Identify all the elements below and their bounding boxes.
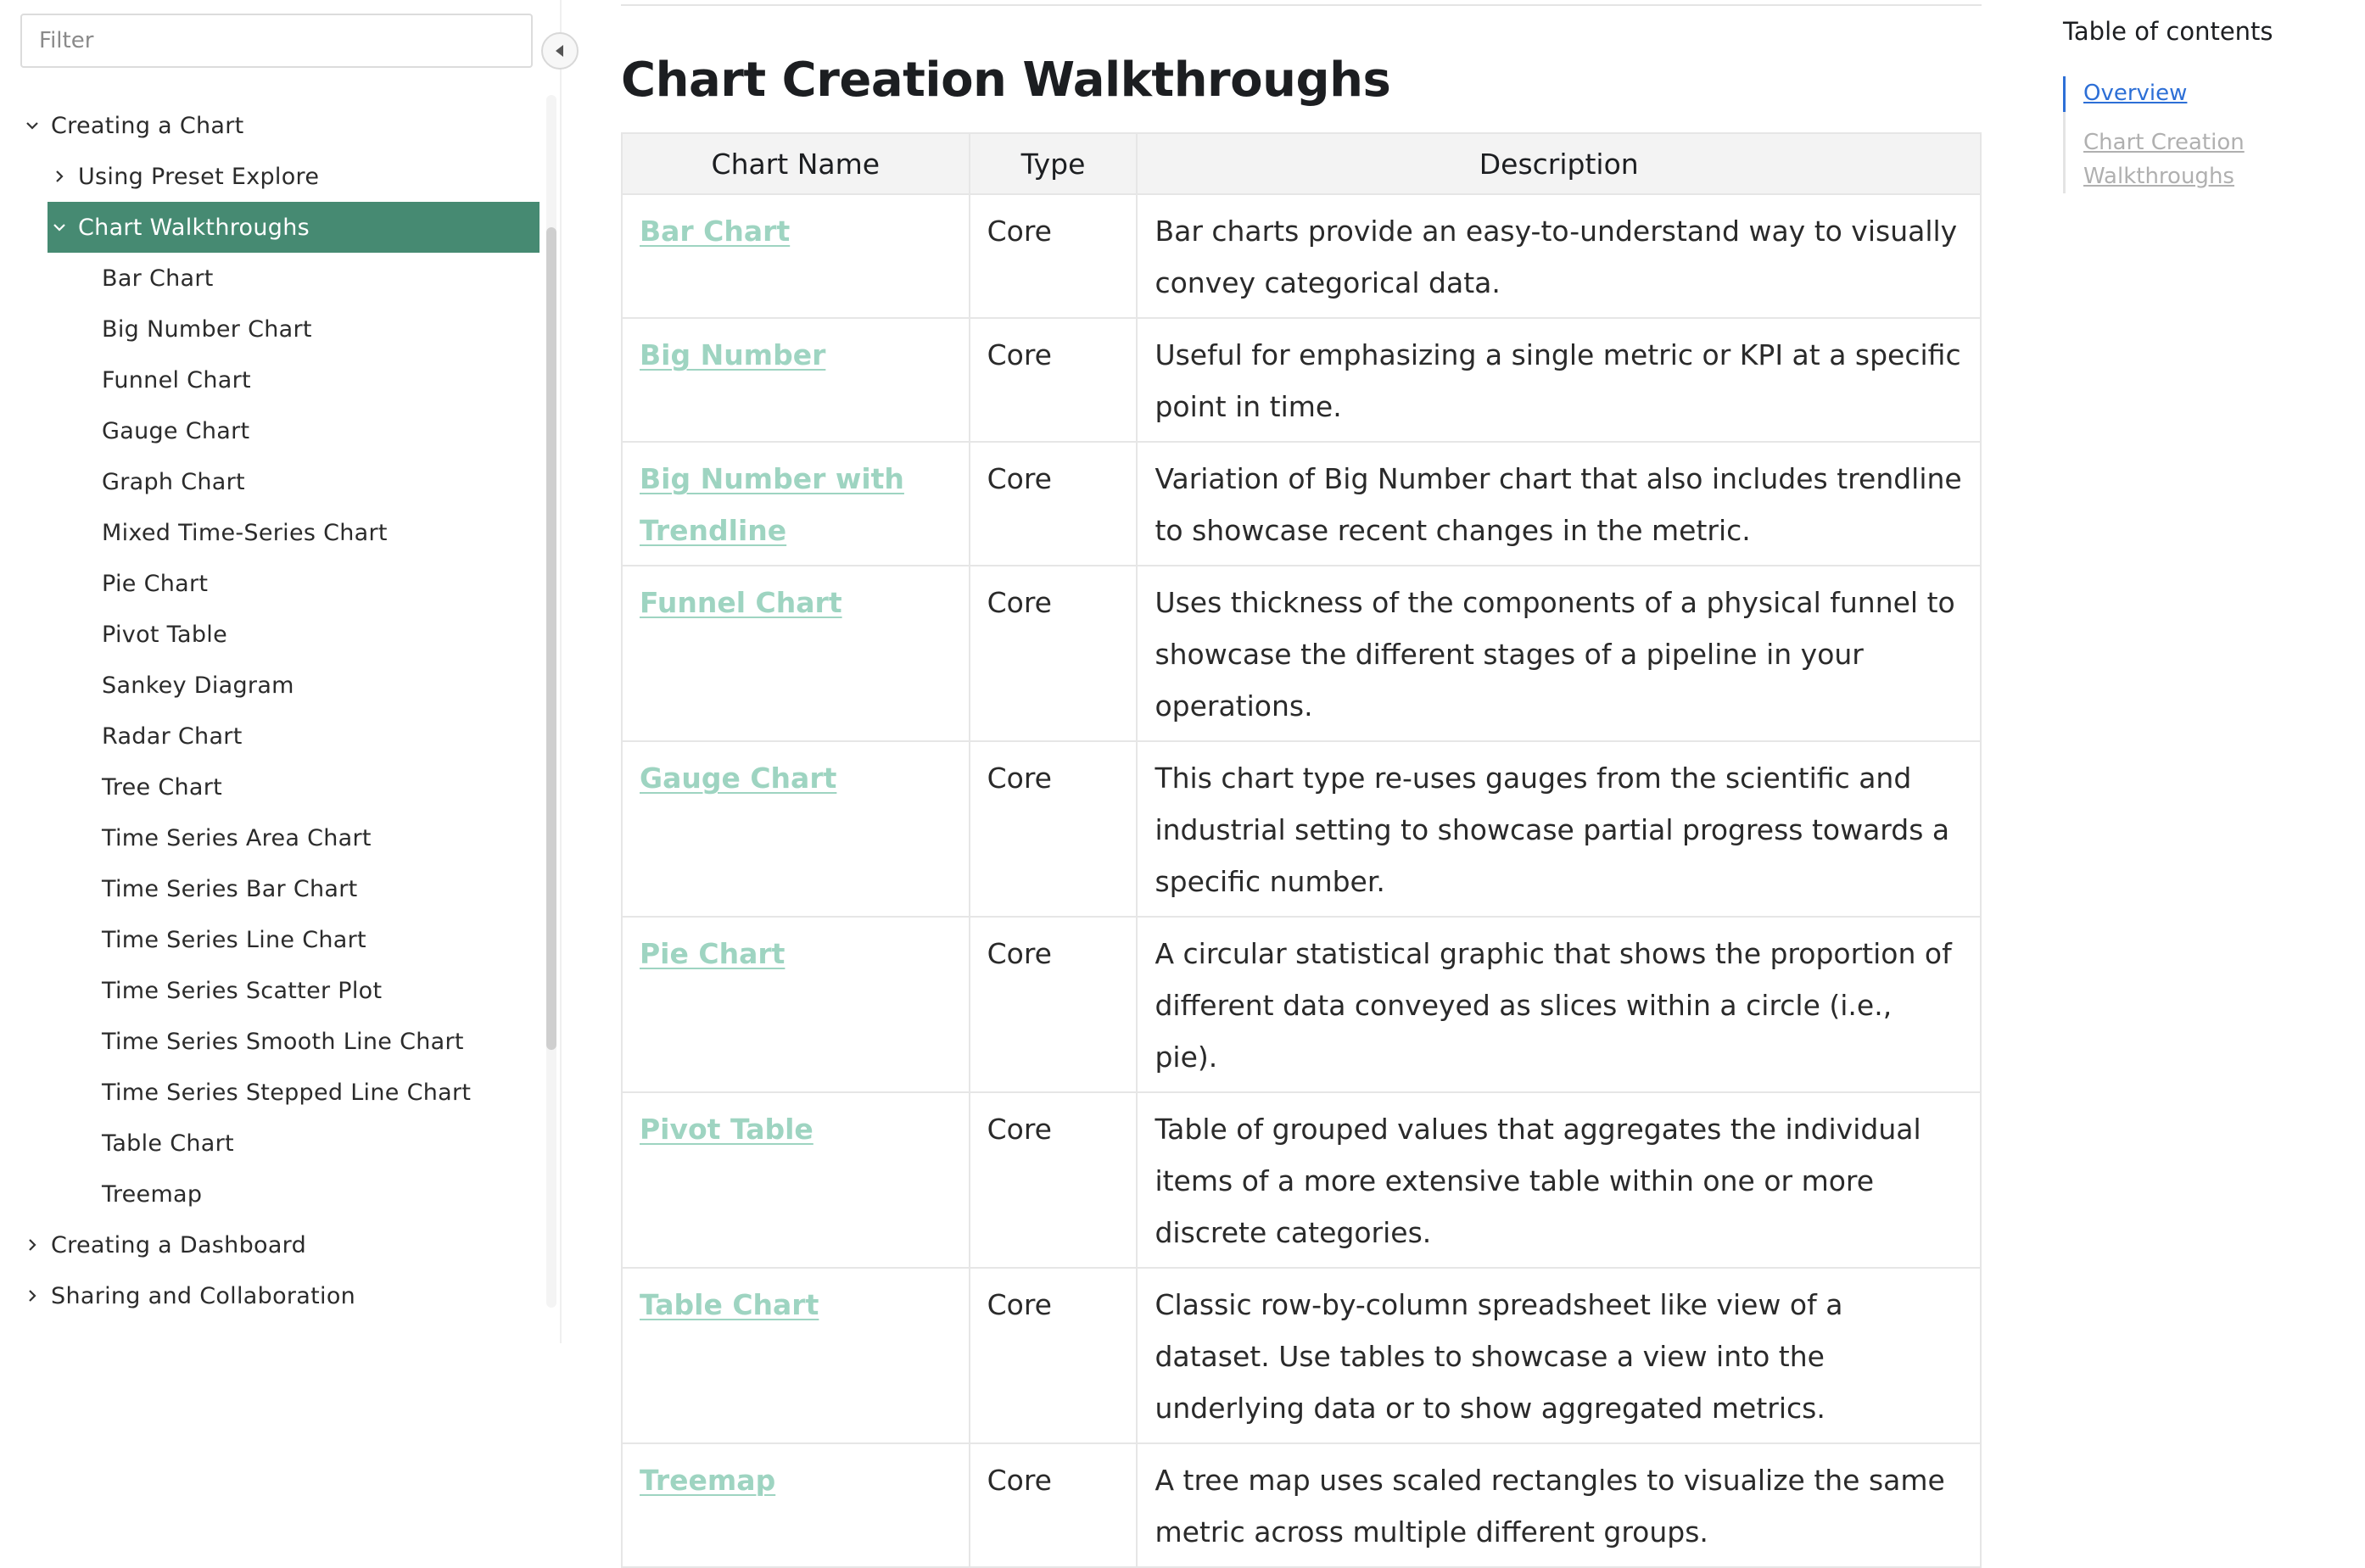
sidebar-item-time-series-line-chart[interactable]	[0, 914, 543, 965]
caret-left-icon	[553, 43, 567, 59]
chart-link-pivot-table[interactable]: Pivot Table	[640, 1113, 813, 1146]
sidebar-item-creating-a-dashboard[interactable]	[0, 1219, 543, 1270]
cell-description: Bar charts provide an easy-to-understand way to visually convey categorical data.	[1137, 194, 1981, 318]
sidebar-item-graph-chart[interactable]	[0, 456, 543, 507]
sidebar	[0, 0, 560, 1343]
sidebar-item-mixed-time-series-chart[interactable]	[0, 507, 543, 558]
sidebar-item-label: Gauge Chart	[102, 417, 250, 444]
sidebar-item-radar-chart[interactable]	[0, 711, 543, 762]
cell-type: Core	[970, 194, 1138, 318]
sidebar-item-label: Time Series Area Chart	[102, 824, 372, 851]
chart-link-bar-chart[interactable]: Bar Chart	[640, 215, 791, 248]
cell-description: A tree map uses scaled rectangles to visualize the same metric across multiple different groups.	[1137, 1443, 1981, 1567]
top-divider	[621, 4, 1982, 6]
sidebar-item-time-series-bar-chart[interactable]	[0, 863, 543, 914]
sidebar-item-gauge-chart[interactable]	[0, 405, 543, 456]
sidebar-item-label: Big Number Chart	[102, 315, 312, 343]
chevron-right-icon	[20, 1284, 44, 1308]
sidebar-nav	[0, 100, 543, 1321]
chevron-down-icon	[20, 114, 44, 137]
sidebar-item-time-series-smooth-line-chart[interactable]	[0, 1016, 543, 1067]
cell-description: Table of grouped values that aggregates the individual items of a more extensive table within one or more discrete categories.	[1137, 1092, 1981, 1268]
sidebar-item-creating-a-chart[interactable]	[0, 100, 543, 151]
table-row	[622, 741, 1981, 917]
sidebar-item-label: Time Series Scatter Plot	[102, 977, 383, 1004]
chart-link-treemap[interactable]: Treemap	[640, 1464, 776, 1497]
sidebar-item-pie-chart[interactable]	[0, 558, 543, 609]
chevron-right-icon	[48, 165, 71, 188]
sidebar-item-label: Creating a Chart	[51, 112, 244, 139]
main-content	[621, 0, 1982, 1548]
toc-link-overview[interactable]: Overview	[2083, 81, 2188, 106]
cell-type: Core	[970, 1443, 1138, 1567]
sidebar-item-label: Pivot Table	[102, 621, 227, 648]
table-row	[622, 194, 1981, 318]
sidebar-item-label: Radar Chart	[102, 723, 243, 750]
chart-link-table-chart[interactable]: Table Chart	[640, 1288, 819, 1321]
cell-chart-name	[622, 1092, 970, 1268]
cell-chart-name	[622, 1443, 970, 1567]
collapse-sidebar-button[interactable]	[541, 32, 579, 70]
sidebar-item-label: Time Series Bar Chart	[102, 875, 358, 902]
sidebar-scrollbar-thumb[interactable]	[546, 227, 556, 1050]
header-description: Description	[1137, 133, 1981, 194]
table-row	[622, 917, 1981, 1092]
cell-type: Core	[970, 1092, 1138, 1268]
table-row	[622, 318, 1981, 442]
toc-title: Table of contents	[2063, 17, 2273, 46]
sidebar-item-time-series-area-chart[interactable]	[0, 812, 543, 863]
sidebar-item-table-chart[interactable]	[0, 1118, 543, 1169]
chevron-down-icon	[48, 215, 71, 239]
table-row	[622, 442, 1981, 566]
sidebar-item-label: Pie Chart	[102, 570, 209, 597]
cell-type: Core	[970, 741, 1138, 917]
sidebar-item-label: Table Chart	[102, 1130, 234, 1157]
cell-chart-name	[622, 1268, 970, 1443]
table-row	[622, 1443, 1981, 1567]
sidebar-item-using-preset-explore[interactable]	[0, 151, 543, 202]
filter-input[interactable]	[20, 14, 533, 68]
sidebar-item-label: Treemap	[102, 1180, 203, 1208]
cell-type: Core	[970, 566, 1138, 741]
sidebar-item-sankey-diagram[interactable]	[0, 660, 543, 711]
table-row	[622, 566, 1981, 741]
sidebar-item-big-number-chart[interactable]	[0, 304, 543, 354]
sidebar-item-sharing-and-collaboration[interactable]	[0, 1270, 543, 1321]
sidebar-divider	[560, 0, 562, 1343]
sidebar-item-funnel-chart[interactable]	[0, 354, 543, 405]
chart-link-big-number[interactable]: Big Number	[640, 338, 826, 371]
sidebar-item-pivot-table[interactable]	[0, 609, 543, 660]
cell-chart-name	[622, 741, 970, 917]
sidebar-item-label: Sankey Diagram	[102, 672, 294, 699]
chevron-right-icon	[20, 1233, 44, 1257]
sidebar-item-label: Time Series Stepped Line Chart	[102, 1079, 472, 1106]
header-chart-name: Chart Name	[622, 133, 970, 194]
cell-description: Uses thickness of the components of a physical funnel to showcase the different stages of a pipeline in your operations.	[1137, 566, 1981, 741]
sidebar-item-tree-chart[interactable]	[0, 762, 543, 812]
walkthroughs-table	[621, 132, 1982, 1568]
sidebar-item-label: Chart Walkthroughs	[78, 214, 310, 241]
page-title: Chart Creation Walkthroughs	[621, 53, 1391, 108]
table-header-row	[622, 133, 1981, 194]
cell-description: Classic row-by-column spreadsheet like view of a dataset. Use tables to showcase a view into the underlying data or to show aggregated metrics.	[1137, 1268, 1981, 1443]
sidebar-item-label: Time Series Line Chart	[102, 926, 366, 953]
sidebar-item-chart-walkthroughs[interactable]	[48, 202, 540, 253]
sidebar-item-label: Time Series Smooth Line Chart	[102, 1028, 464, 1055]
sidebar-item-label: Sharing and Collaboration	[51, 1282, 356, 1309]
sidebar-item-label: Bar Chart	[102, 265, 214, 292]
sidebar-item-label: Creating a Dashboard	[51, 1231, 307, 1258]
cell-type: Core	[970, 1268, 1138, 1443]
cell-description: Useful for emphasizing a single metric or KPI at a specific point in time.	[1137, 318, 1981, 442]
sidebar-item-label: Tree Chart	[102, 773, 223, 801]
sidebar-item-label: Funnel Chart	[102, 366, 251, 393]
toc-active-marker	[2063, 76, 2066, 112]
table-row	[622, 1092, 1981, 1268]
sidebar-item-bar-chart[interactable]	[0, 253, 543, 304]
sidebar-item-label: Mixed Time-Series Chart	[102, 519, 388, 546]
header-type: Type	[970, 133, 1138, 194]
cell-chart-name	[622, 318, 970, 442]
cell-chart-name	[622, 442, 970, 566]
cell-chart-name	[622, 566, 970, 741]
sidebar-item-label: Graph Chart	[102, 468, 245, 495]
chart-link-gauge-chart[interactable]: Gauge Chart	[640, 762, 837, 795]
sidebar-item-time-series-stepped-line-chart[interactable]	[0, 1067, 543, 1118]
chart-link-pie-chart[interactable]: Pie Chart	[640, 937, 786, 970]
sidebar-item-time-series-scatter-plot[interactable]	[0, 965, 543, 1016]
cell-description: This chart type re-uses gauges from the scientific and industrial setting to showcase partial progress towards a specific number.	[1137, 741, 1981, 917]
table-row	[622, 1268, 1981, 1443]
sidebar-item-treemap[interactable]	[0, 1169, 543, 1219]
chart-link-funnel-chart[interactable]: Funnel Chart	[640, 586, 842, 619]
sidebar-item-label: Using Preset Explore	[78, 163, 320, 190]
cell-type: Core	[970, 917, 1138, 1092]
cell-description: A circular statistical graphic that shows the proportion of different data conveyed as slices within a circle (i.e., pie).	[1137, 917, 1981, 1092]
toc-link-chart-creation-walkthroughs[interactable]: Chart Creation Walkthroughs	[2083, 130, 2245, 189]
cell-description: Variation of Big Number chart that also includes trendline to showcase recent changes in the metric.	[1137, 442, 1981, 566]
chart-link-big-number-with-trendline[interactable]: Big Number with Trendline	[640, 462, 904, 547]
cell-chart-name	[622, 917, 970, 1092]
cell-type: Core	[970, 318, 1138, 442]
cell-type: Core	[970, 442, 1138, 566]
cell-chart-name	[622, 194, 970, 318]
